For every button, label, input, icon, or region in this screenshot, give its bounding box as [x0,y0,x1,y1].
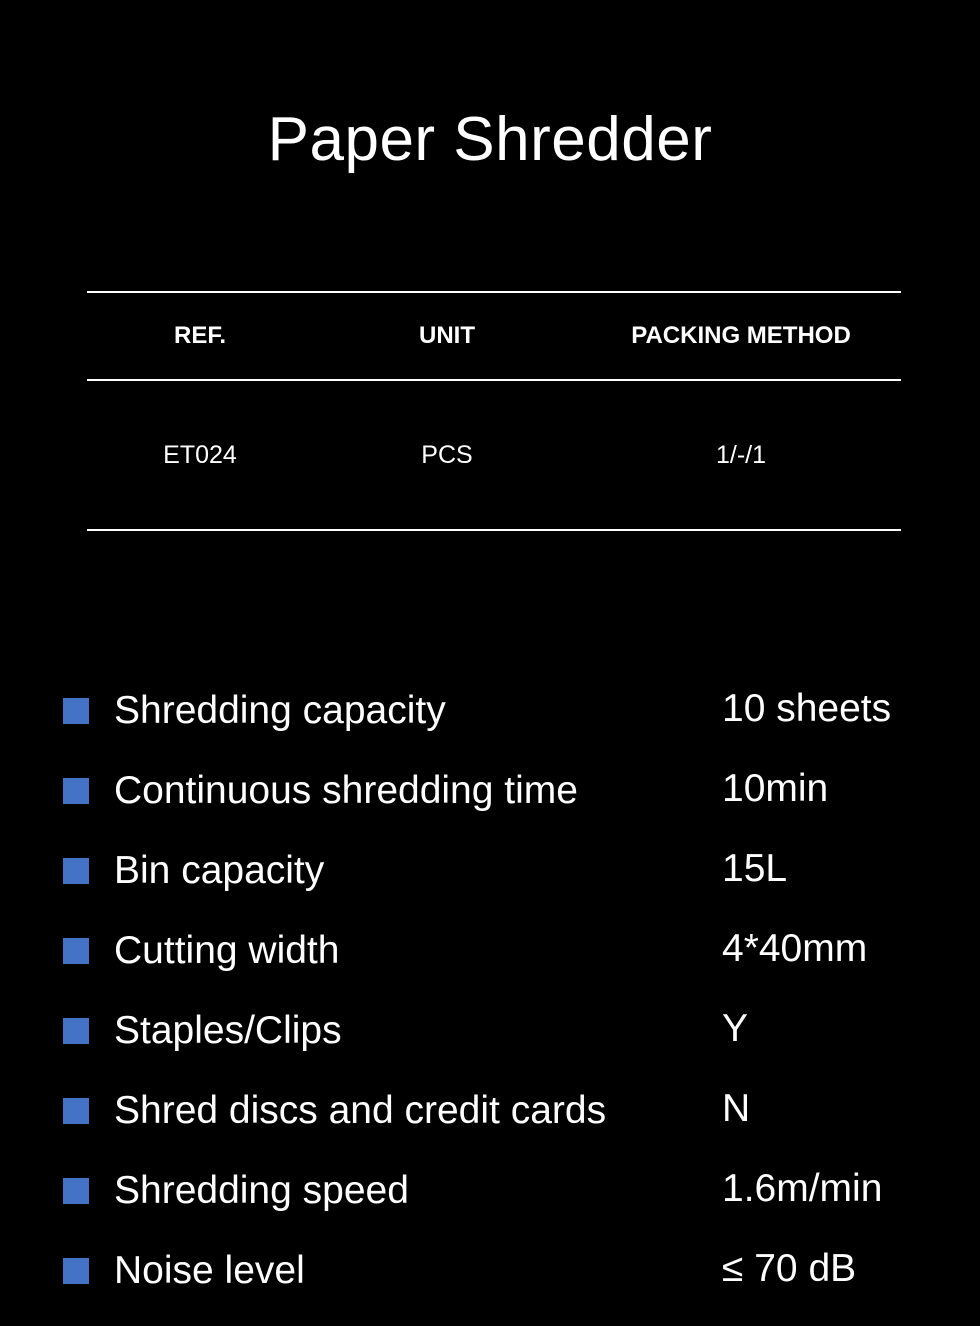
feature-label: Continuous shredding time [114,769,578,812]
table-header-row [87,293,901,379]
cell-packing-method: 1/-/1 [715,440,767,469]
feature-value: 10min [722,767,829,810]
list-item [0,1230,980,1310]
list-item [0,830,980,910]
cell-ref: ET024 [163,440,237,469]
feature-label: Bin capacity [114,849,325,892]
product-spec-table [87,291,901,531]
feature-label: Shred discs and credit cards [114,1089,607,1132]
square-bullet-icon [63,1178,89,1204]
list-item [0,910,980,990]
square-bullet-icon [63,1258,89,1284]
feature-label: Cutting width [114,929,340,972]
feature-label: Shredding capacity [114,689,446,732]
list-item [0,1150,980,1230]
feature-label: Noise level [114,1249,305,1292]
square-bullet-icon [63,778,89,804]
feature-label: Shredding speed [114,1169,409,1212]
header-packing-method: PACKING METHOD [631,322,851,349]
list-item [0,750,980,830]
square-bullet-icon [63,1098,89,1124]
table-bottom-rule [87,529,901,531]
list-item [0,670,980,750]
list-item [0,990,980,1070]
page-title: Paper Shredder [267,105,713,174]
square-bullet-icon [63,698,89,724]
feature-value: 4*40mm [722,927,868,970]
cell-unit: PCS [421,440,473,469]
table-row [87,381,901,529]
feature-value: ≤ 70 dB [722,1247,857,1290]
feature-value: 15L [722,847,788,890]
header-unit: UNIT [419,322,475,349]
list-item [0,1070,980,1150]
feature-value: N [722,1087,751,1130]
square-bullet-icon [63,1018,89,1044]
feature-value: Y [722,1007,749,1050]
feature-value: 10 sheets [722,687,892,730]
feature-list [0,670,980,1310]
feature-value: 1.6m/min [722,1167,883,1210]
feature-label: Staples/Clips [114,1009,342,1052]
square-bullet-icon [63,858,89,884]
header-ref: REF. [173,322,226,349]
square-bullet-icon [63,938,89,964]
